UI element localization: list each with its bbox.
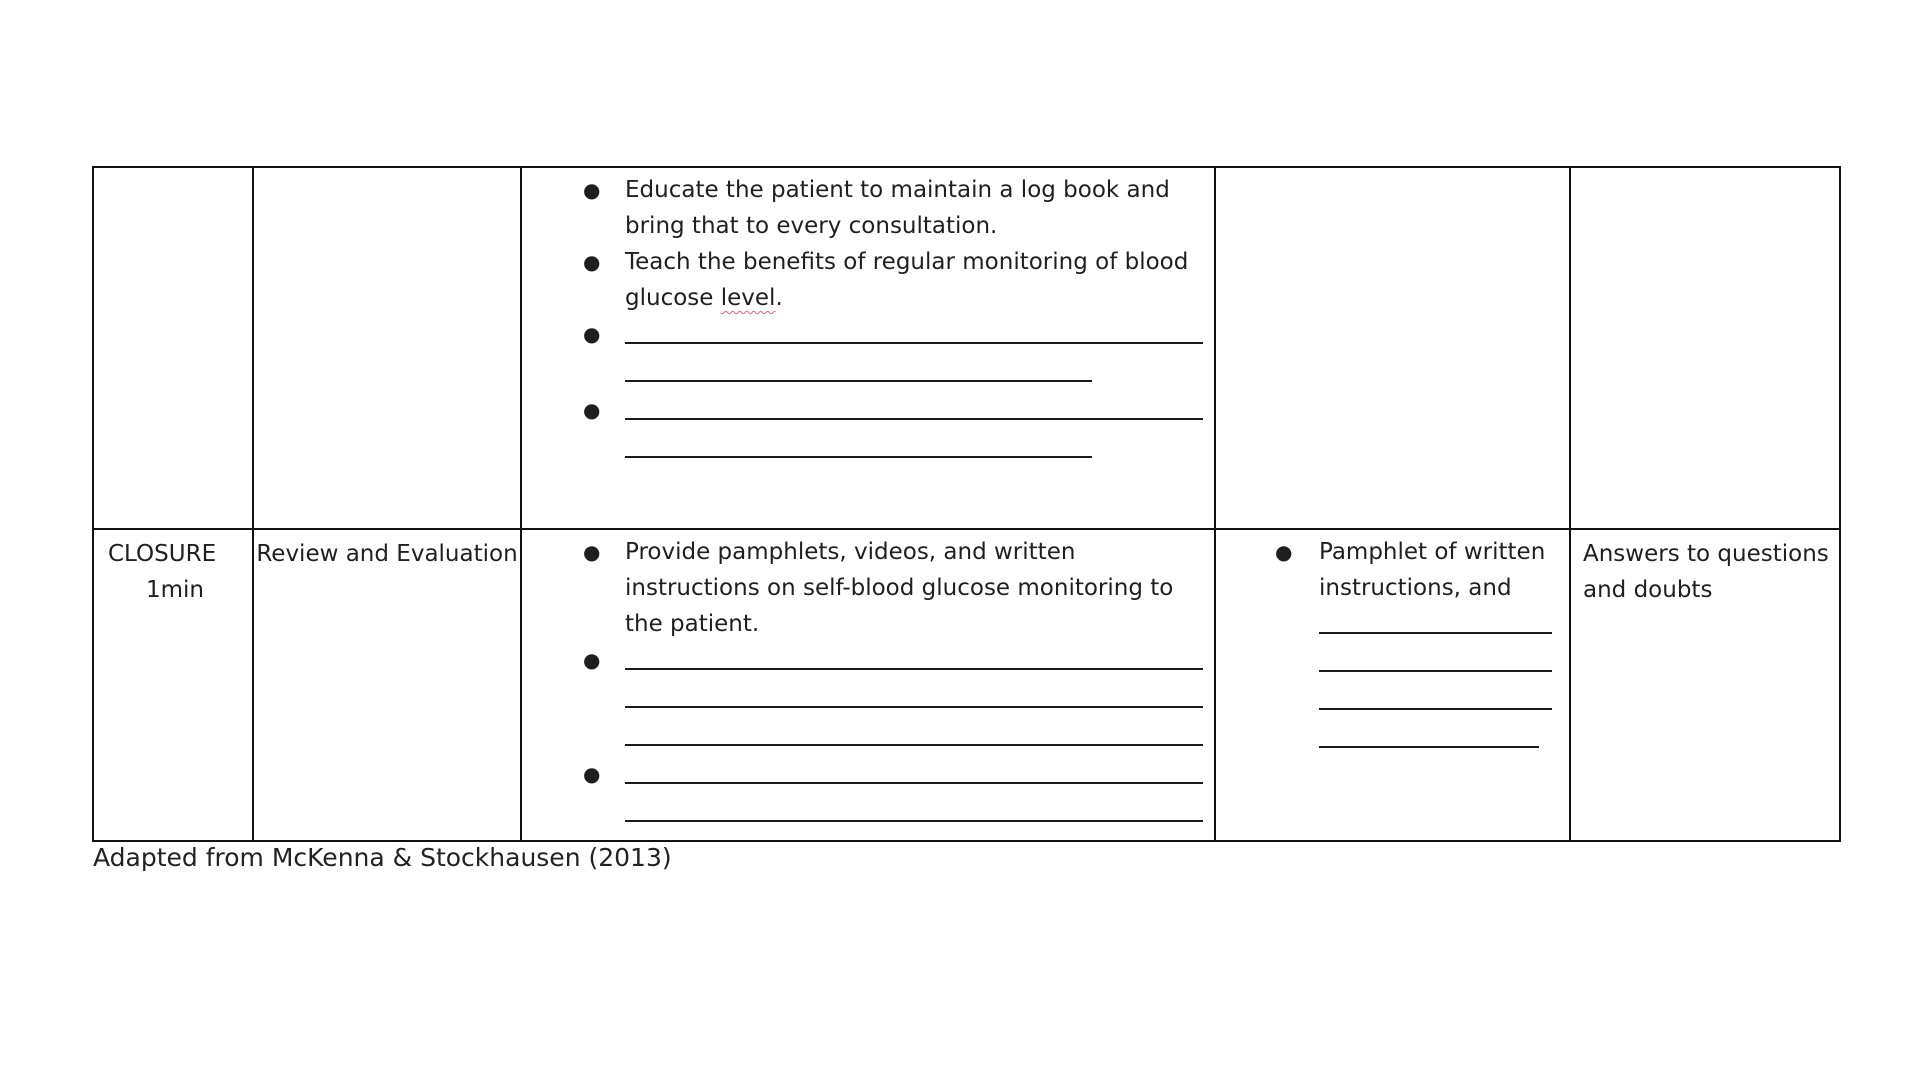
evaluation-cell [1570, 529, 1840, 841]
objective-cell [253, 167, 521, 529]
stage-cell [93, 167, 253, 529]
fill-in-line [625, 316, 1206, 354]
activities-cell [521, 167, 1215, 529]
fill-in-line [625, 756, 1206, 794]
fill-in-line [625, 392, 1206, 430]
bullet-icon: ● [583, 540, 601, 564]
stage-label: CLOSURE [108, 541, 217, 567]
fill-in-line [625, 794, 1206, 832]
fill-in-line [1319, 720, 1561, 758]
bullet-icon: ● [583, 398, 601, 422]
activities-cell [521, 529, 1215, 841]
fill-in-line [625, 430, 1206, 468]
resources-list [1216, 530, 1569, 758]
list-item-blank [522, 316, 1206, 392]
lesson-plan-table [92, 166, 1841, 842]
resources-cell [1215, 529, 1570, 841]
resources-cell [1215, 167, 1570, 529]
bullet-icon: ● [583, 648, 601, 672]
fill-in-line [625, 718, 1206, 756]
activity-text-tail: glucose [625, 285, 721, 311]
stage-time: 1min [146, 577, 205, 603]
list-item-blank [522, 756, 1206, 832]
list-item-blank [522, 642, 1206, 756]
activity-text: Provide pamphlets, videos, and written instructions on self-blood glucose monitoring to the patient. [625, 539, 1174, 637]
activity-text: Teach the benefits of regular monitoring of blood [625, 249, 1189, 275]
activities-list [522, 168, 1214, 468]
list-item [522, 534, 1206, 642]
bullet-icon: ● [1275, 540, 1293, 564]
evaluation-text: Answers to questions and doubts [1583, 541, 1829, 603]
fill-in-line [1319, 682, 1561, 720]
stage-cell [93, 529, 253, 841]
activities-list [522, 530, 1214, 832]
activity-text: Educate the patient to maintain a log book and bring that to every consultation. [625, 177, 1170, 239]
bullet-icon: ● [583, 322, 601, 346]
list-item [522, 244, 1206, 316]
list-item [522, 172, 1206, 244]
list-item [1216, 534, 1561, 758]
spellcheck-flagged-word: level [720, 285, 776, 311]
fill-in-line [625, 642, 1206, 680]
table-row [93, 529, 1840, 841]
fill-in-line [625, 354, 1206, 392]
list-item-blank [522, 392, 1206, 468]
objective-text: Review and Evaluation [256, 541, 518, 567]
fill-in-line [1319, 606, 1561, 644]
table-row [93, 167, 1840, 529]
objective-cell [253, 529, 521, 841]
resource-text: Pamphlet of written instructions, and [1319, 539, 1546, 601]
bullet-icon: ● [583, 762, 601, 786]
fill-in-line [625, 680, 1206, 718]
activity-text-end: . [775, 285, 783, 311]
bullet-icon: ● [583, 250, 601, 274]
fill-in-line [1319, 644, 1561, 682]
bullet-icon: ● [583, 178, 601, 202]
evaluation-cell [1570, 167, 1840, 529]
table-caption: Adapted from McKenna & Stockhausen (2013) [93, 843, 672, 872]
